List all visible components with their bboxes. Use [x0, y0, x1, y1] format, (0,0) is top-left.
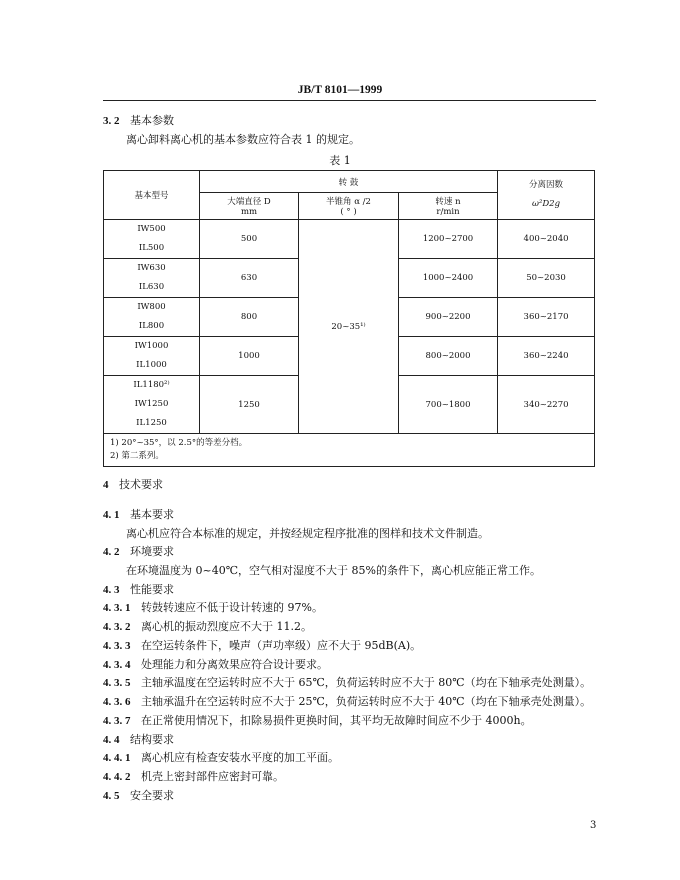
model-name: IL500 — [138, 243, 165, 253]
separation-cell: 50~2030 — [498, 259, 595, 298]
section-number: 4. 3. 6 — [103, 696, 131, 708]
table-caption: 表 1 — [329, 154, 351, 167]
model-name: IW630 — [137, 263, 166, 273]
section-number: 4. 5 — [103, 790, 120, 802]
section-text: 技术要求 — [119, 478, 163, 491]
section-text: 主轴承温升在空运转时应不大于 25℃，负荷运转时应不大于 40℃（均在下轴承壳处测量）。 — [141, 695, 592, 708]
model-name: IL1250 — [136, 418, 167, 428]
section-heading — [103, 478, 163, 492]
section-text: 离心机应符合本标准的规定，并按经规定程序批准的图样和技术文件制造。 — [126, 527, 489, 540]
section-heading — [103, 770, 284, 784]
table-notes — [104, 434, 595, 467]
model-cell — [104, 337, 200, 376]
separation-cell: 340~2270 — [498, 376, 595, 434]
header-speed-unit: r/min — [436, 207, 460, 217]
diameter-cell: 1000 — [200, 337, 299, 376]
model-name: IL800 — [138, 321, 165, 331]
section-number: 4. 3. 5 — [103, 677, 131, 689]
section-number: 4. 3. 4 — [103, 659, 131, 671]
page-number: 3 — [590, 820, 597, 831]
model-name: IW800 — [137, 302, 166, 312]
header-angle — [299, 193, 399, 220]
diameter-cell: 630 — [200, 259, 299, 298]
diameter-cell: 1250 — [200, 376, 299, 434]
model-name: IL1180²⁾ — [133, 380, 170, 390]
table-row — [104, 220, 595, 259]
section-3-2 — [103, 114, 174, 128]
section-text: 主轴承温度在空运转时应不大于 65℃，负荷运转时应不大于 80℃（均在下轴承壳处测量）。 — [141, 676, 592, 689]
section-number: 4. 3. 1 — [103, 602, 131, 614]
section-number: 4. 4. 2 — [103, 771, 131, 783]
header-rule — [103, 100, 596, 101]
separation-cell: 360~2240 — [498, 337, 595, 376]
header-separation-formula: ω²D2g — [532, 199, 561, 209]
section-number: 4. 4. 1 — [103, 752, 131, 764]
section-heading — [103, 695, 591, 709]
section-number: 4. 2 — [103, 546, 120, 558]
separation-cell: 400~2040 — [498, 220, 595, 259]
header-model: 基本型号 — [104, 171, 200, 220]
section-heading — [103, 583, 174, 597]
diameter-cell: 800 — [200, 298, 299, 337]
angle-cell: 20~35¹⁾ — [299, 220, 399, 434]
model-name: IW1250 — [134, 399, 169, 409]
section-number: 4. 1 — [103, 509, 120, 521]
section-number: 4. 3. 7 — [103, 715, 131, 727]
section-heading — [103, 545, 174, 559]
section-heading — [103, 733, 174, 747]
table-note: 2) 第二系列。 — [110, 451, 164, 461]
separation-cell: 360~2170 — [498, 298, 595, 337]
section-text: 离心机的振动烈度应不大于 11.2。 — [141, 620, 312, 633]
parameter-table — [103, 170, 595, 467]
section-text: 结构要求 — [130, 733, 174, 746]
model-cell — [104, 220, 200, 259]
section-text: 性能要求 — [130, 583, 174, 596]
header-angle-label: 半锥角 α /2 — [326, 197, 371, 207]
header-separation — [498, 171, 595, 220]
model-name: IL630 — [138, 282, 165, 292]
model-cell — [104, 298, 200, 337]
section-paragraph — [126, 527, 489, 541]
header-diameter — [200, 193, 299, 220]
section-heading — [103, 676, 591, 690]
section-paragraph — [126, 564, 541, 578]
section-heading — [103, 658, 328, 672]
model-name: IW1000 — [134, 341, 169, 351]
section-text: 在环境温度为 0~40℃，空气相对湿度不大于 85%的条件下，离心机应能正常工作。 — [126, 564, 541, 577]
header-speed — [399, 193, 498, 220]
section-text: 转鼓转速应不低于设计转速的 97%。 — [141, 601, 323, 614]
speed-cell: 1200~2700 — [399, 220, 498, 259]
section-number: 3. 2 — [103, 115, 120, 127]
section-text: 机壳上密封部件应密封可靠。 — [141, 770, 284, 783]
speed-cell: 900~2200 — [399, 298, 498, 337]
section-text: 在正常使用情况下，扣除易损件更换时间，其平均无故障时间应不少于 4000h。 — [141, 714, 532, 727]
section-text: 离心机应有检查安装水平度的加工平面。 — [141, 751, 339, 764]
section-number: 4 — [103, 479, 109, 491]
header-speed-label: 转速 n — [435, 197, 461, 207]
section-number: 4. 3. 3 — [103, 640, 131, 652]
model-cell — [104, 376, 200, 434]
section-text: 处理能力和分离效果应符合设计要求。 — [141, 658, 328, 671]
header-angle-unit: ( ° ) — [340, 207, 357, 217]
header-diameter-label: 大端直径 D — [227, 197, 271, 207]
table-note: 1) 20°~35°，以 2.5°的等差分档。 — [110, 438, 248, 448]
model-cell — [104, 259, 200, 298]
section-text: 安全要求 — [130, 789, 174, 802]
speed-cell: 1000~2400 — [399, 259, 498, 298]
section-text: 环境要求 — [130, 545, 174, 558]
section-heading — [103, 620, 312, 634]
section-number: 4. 3. 2 — [103, 621, 131, 633]
section-heading — [103, 751, 339, 765]
section-heading — [103, 789, 174, 803]
doc-header: JB/T 8101—1999 — [297, 84, 383, 96]
header-diameter-unit: mm — [240, 207, 258, 217]
section-heading — [103, 639, 421, 653]
section-heading — [103, 508, 174, 522]
section-3-2-text: 离心卸料离心机的基本参数应符合表 1 的规定。 — [126, 133, 360, 146]
header-drum: 转 鼓 — [200, 171, 498, 193]
diameter-cell: 500 — [200, 220, 299, 259]
header-separation-label: 分离因数 — [529, 180, 564, 190]
speed-cell: 700~1800 — [399, 376, 498, 434]
model-name: IL1000 — [136, 360, 167, 370]
speed-cell: 800~2000 — [399, 337, 498, 376]
section-number: 4. 4 — [103, 734, 120, 746]
section-number: 4. 3 — [103, 584, 120, 596]
section-text: 在空运转条件下，噪声（声功率级）应不大于 95dB(A)。 — [141, 639, 422, 652]
section-text: 基本要求 — [130, 508, 174, 521]
section-heading — [103, 714, 532, 728]
model-name: IW500 — [137, 224, 166, 234]
section-title: 基本参数 — [130, 114, 174, 127]
section-heading — [103, 601, 323, 615]
